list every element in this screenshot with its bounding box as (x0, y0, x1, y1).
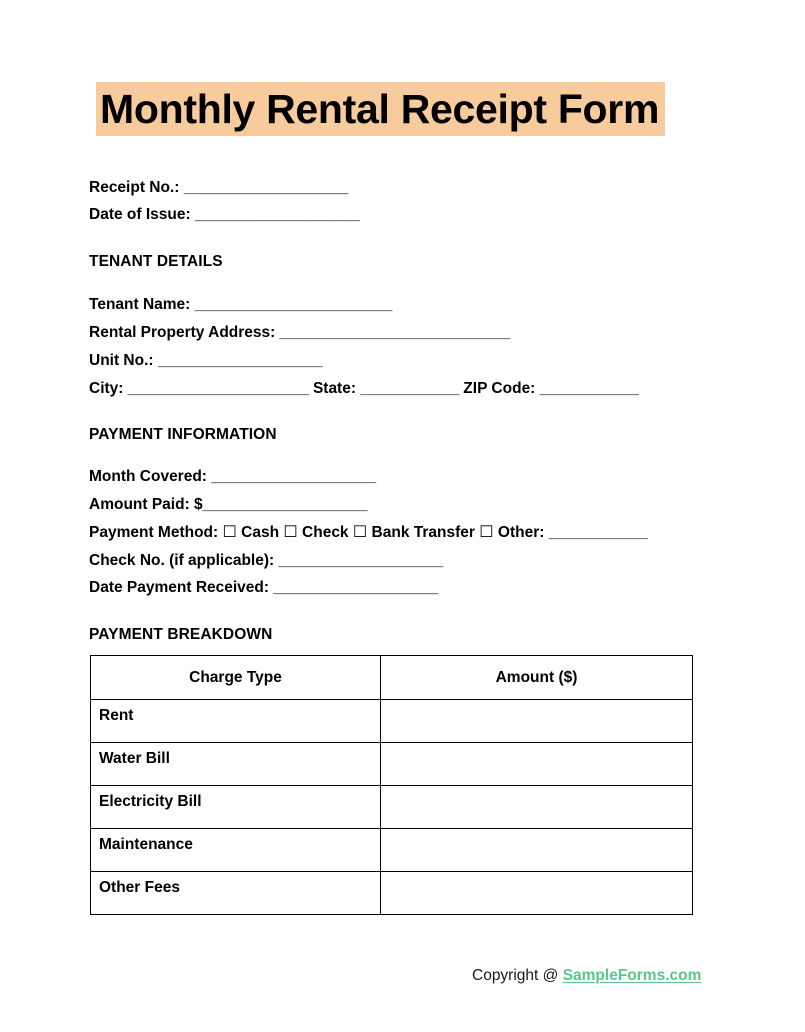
cell-charge-type: Water Bill (91, 743, 381, 786)
page-title: Monthly Rental Receipt Form (96, 82, 665, 136)
field-unit-no (89, 351, 322, 371)
checkbox-check-label: Check (302, 524, 349, 541)
table-row (91, 786, 693, 829)
column-header-charge-type: Charge Type (91, 656, 381, 700)
copyright-text: Copyright @ (472, 967, 563, 984)
table-row (91, 743, 693, 786)
cell-charge-type: Maintenance (91, 829, 381, 872)
field-zip-blank[interactable]: ____________ (539, 380, 639, 397)
cell-amount[interactable] (381, 829, 693, 872)
table-row (91, 829, 693, 872)
page-title-wrapper (96, 82, 665, 136)
cell-charge-type: Rent (91, 700, 381, 743)
field-zip-label: ZIP Code: (463, 380, 536, 397)
checkbox-other-icon[interactable]: ☐ (479, 524, 494, 541)
field-month-covered-blank[interactable]: ____________________ (211, 468, 376, 485)
checkbox-other-label: Other: (497, 524, 545, 541)
field-receipt-no (89, 178, 348, 198)
footer (472, 965, 701, 986)
field-rental-property-address (89, 323, 510, 343)
field-payment-method-label: Payment Method: (89, 524, 219, 541)
section-heading-tenant-details: TENANT DETAILS (89, 253, 223, 270)
checkbox-cash-label: Cash (241, 524, 280, 541)
field-date-payment-received (89, 578, 438, 598)
table-row (91, 700, 693, 743)
cell-amount[interactable] (381, 743, 693, 786)
field-date-of-issue-blank[interactable]: ____________________ (194, 206, 360, 223)
field-tenant-name-blank[interactable]: ________________________ (194, 296, 392, 313)
field-amount-paid-label: Amount Paid: $ (89, 496, 203, 513)
checkbox-bank-transfer-label: Bank Transfer (371, 524, 475, 541)
field-month-covered (89, 467, 376, 487)
field-tenant-name (89, 295, 392, 315)
field-amount-paid-blank[interactable]: ____________________ (202, 496, 368, 513)
field-state-label: State: (312, 380, 357, 397)
field-check-no-label: Check No. (if applicable): (89, 552, 275, 569)
field-month-covered-label: Month Covered: (89, 468, 207, 485)
section-heading-payment-information: PAYMENT INFORMATION (89, 426, 277, 443)
checkbox-cash-icon[interactable]: ☐ (222, 524, 237, 541)
table-row (91, 872, 693, 915)
field-payment-method (89, 523, 647, 543)
field-tenant-name-label: Tenant Name: (89, 296, 191, 313)
brand-link[interactable]: SampleForms.com (562, 967, 702, 984)
field-receipt-no-blank[interactable]: ____________________ (183, 179, 349, 196)
field-date-payment-received-blank[interactable]: ____________________ (273, 579, 438, 596)
field-date-of-issue (89, 205, 359, 225)
field-receipt-no-label: Receipt No.: (89, 179, 180, 196)
cell-charge-type: Other Fees (91, 872, 381, 915)
checkbox-bank-transfer-icon[interactable]: ☐ (352, 524, 368, 541)
field-city-state-zip (89, 379, 638, 399)
field-date-of-issue-label: Date of Issue: (89, 206, 191, 223)
section-heading-payment-breakdown: PAYMENT BREAKDOWN (89, 626, 273, 643)
field-check-no-blank[interactable]: ____________________ (278, 552, 443, 569)
field-rental-property-address-label: Rental Property Address: (89, 324, 276, 341)
table-header-row (91, 656, 693, 700)
cell-amount[interactable] (381, 786, 693, 829)
field-city-blank[interactable]: ______________________ (127, 380, 309, 397)
field-rental-property-address-blank[interactable]: ____________________________ (279, 324, 510, 341)
field-unit-no-label: Unit No.: (89, 352, 154, 369)
field-unit-no-blank[interactable]: ____________________ (157, 352, 323, 369)
column-header-amount: Amount ($) (381, 656, 693, 700)
cell-amount[interactable] (381, 872, 693, 915)
field-state-blank[interactable]: ____________ (360, 380, 459, 397)
checkbox-check-icon[interactable]: ☐ (283, 524, 298, 541)
field-check-no (89, 551, 443, 571)
cell-charge-type: Electricity Bill (91, 786, 381, 829)
field-city-label: City: (89, 380, 124, 397)
field-payment-method-other-blank[interactable]: ____________ (548, 524, 648, 541)
field-amount-paid (89, 495, 367, 515)
payment-breakdown-table (90, 655, 693, 915)
cell-amount[interactable] (381, 700, 693, 743)
field-date-payment-received-label: Date Payment Received: (89, 579, 270, 596)
